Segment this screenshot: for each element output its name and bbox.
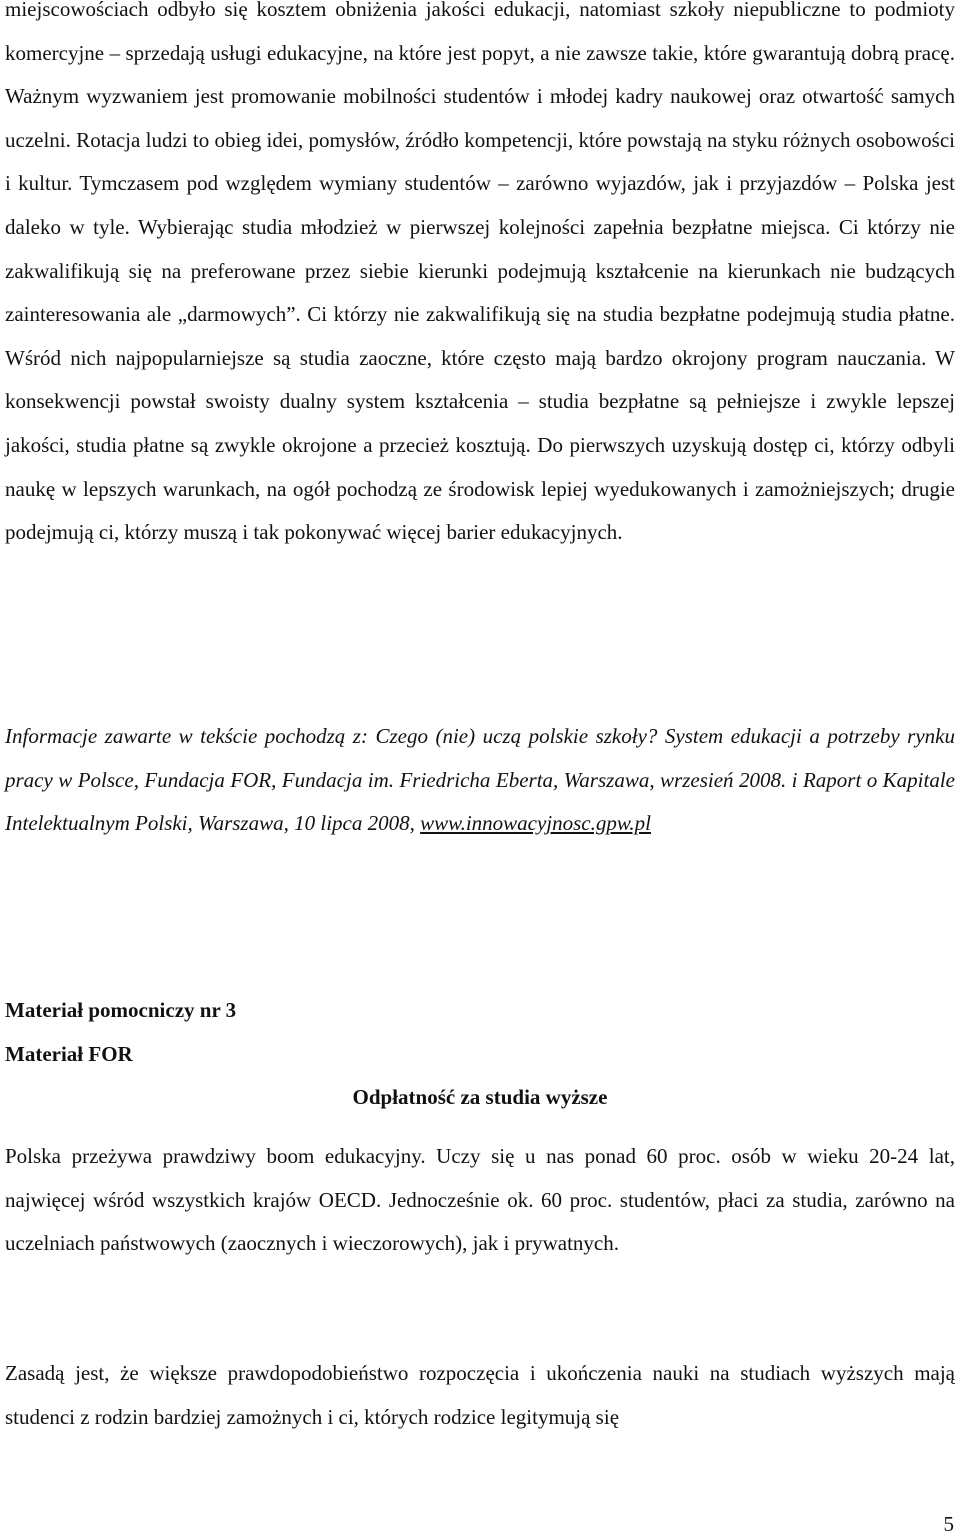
- source-note-text: Informacje zawarte w tekście pochodzą z: Czego (nie) uczą polskie szkoły? System edukacji a potrzeby rynku pracy w Polsce, Fundacja FOR, Fundacja im. Friedricha Eberta, Warszawa, wrzesień 2008. i Raport o Kapitale Intelektualnym Polski, Warszawa, 10 lipca 2008,: [5, 724, 955, 836]
- section-heading: Odpłatność za studia wyższe: [352, 1085, 608, 1109]
- material-label: Materiał pomocniczy nr 3: [5, 998, 237, 1022]
- body-paragraph-4: Zasadą jest, że większe prawdopodobieństwo rozpoczęcia i ukończenia nauki na studiach wyższych mają studenci z rodzin bardziej zamożnych i ci, których rodzice legitymują się: [5, 1361, 955, 1429]
- material-source-label: Materiał FOR: [5, 1042, 133, 1066]
- source-note: [5, 715, 955, 846]
- body-paragraph-3: Polska przeżywa prawdziwy boom edukacyjny. Uczy się u nas ponad 60 proc. osób w wieku 20-24 lat, najwięcej wśród wszystkich krajów OECD. Jednocześnie ok. 60 proc. studentów, płaci za studia, zarówno na uczelniach państwowych (zaocznych i wieczorowych), jak i prywatnych.: [5, 1144, 955, 1256]
- body-paragraph-1: miejscowościach odbyło się kosztem obniżenia jakości edukacji, natomiast szkoły niepubliczne to podmioty komercyjne – sprzedają usługi edukacyjne, na które jest popyt, a nie zawsze takie, które gwarantują dobrą pracę. Ważnym wyzwaniem jest promowanie mobilności studentów i młodej kadry naukowej oraz otwartość samych uczelni. Rotacja ludzi to obieg idei, pomysłów, źródło kompetencji, które powstają na styku różnych osobowości i kultur. Tymczasem pod względem wymiany studentów – zarówno wyjazdów, jak i przyjazdów – Polska jest daleko w tyle. Wybierając studia młodzież w pierwszej kolejności zapełnia bezpłatne miejsca. Ci którzy nie zakwalifikują się na preferowane przez siebie kierunki podejmują kształcenie na kierunkach nie budzących zainteresowania ale „darmowych”. Ci którzy nie zakwalifikują się na studia bezpłatne podejmują studia płatne. Wśród nich najpopularniejsze są studia zaoczne, które często mają bardzo okrojony program nauczania. W konsekwencji powstał swoisty dualny system kształcenia – studia bezpłatne są pełniejsze i zwykle lepszej jakości, studia płatne są zwykle okrojone a przecież kosztują. Do pierwszych uzyskują dostęp ci, którzy odbyli naukę w lepszych warunkach, na ogół pochodzą ze środowisk lepiej wyedukowanych i zamożniejszych; drugie podejmują ci, którzy muszą i tak pokonywać więcej barier edukacyjnych.: [5, 0, 955, 545]
- page-number: 5: [943, 1512, 954, 1536]
- source-link[interactable]: www.innowacyjnosc.gpw.pl: [420, 811, 651, 836]
